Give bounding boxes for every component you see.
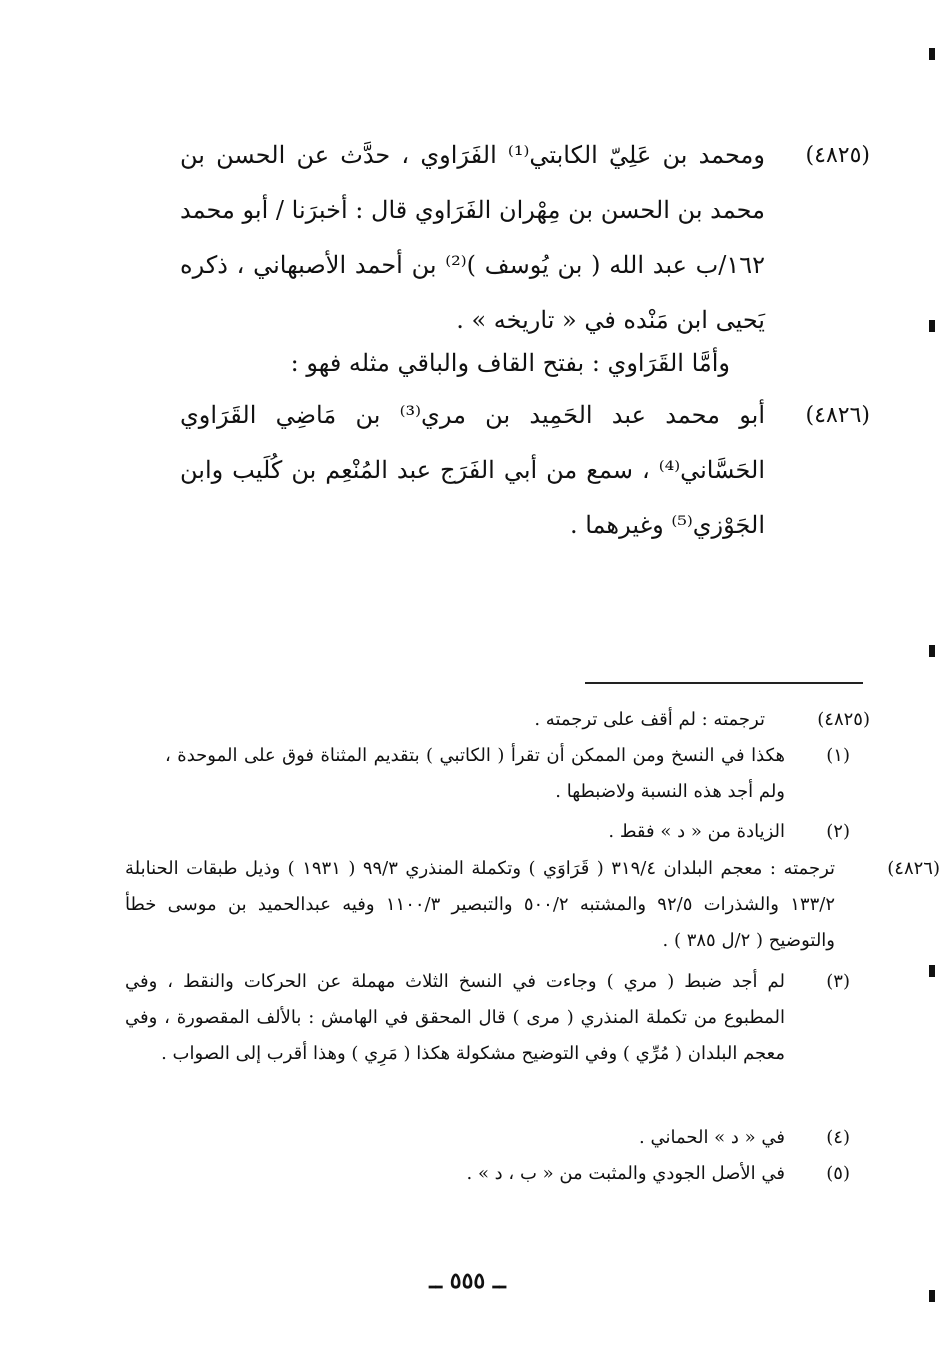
- explanatory-line: وأمَّا القَرَاوي : بفتح القاف والباقي مثله فهو :: [290, 349, 730, 377]
- footnote-4826: [125, 851, 940, 959]
- footnote-text: ترجمته : لم أقف على ترجمته .: [534, 709, 765, 730]
- footnote-text: ترجمته : معجم البلدان ٣١٩/٤ ( قَرَاوَي ) وتكملة المنذري ٩٩/٣ ( ١٩٣١ ) وذيل طبقات الحنابلة ١٣٣/٢ والشذرات ٩٢/٥ والمشتبه ٥٠٠/٢ والتبصير ١١٠٠/٣ وفيه عبدالحميد بن موسى خطأ والتوضيح ( ٢/ل ٣٨٥ ) .: [125, 858, 836, 951]
- footnote-number: (٤): [826, 1127, 850, 1148]
- footnote-2: [165, 814, 850, 850]
- entry-4825: [180, 128, 870, 348]
- margin-mark: [929, 48, 935, 60]
- footnote-text: هكذا في النسخ ومن الممكن أن تقرأ ( الكاتبي ) بتقديم المثناة فوق على الموحدة ، ولم أجد هذه النسبة ولاضبطها .: [165, 745, 785, 802]
- entry-text: أبو محمد عبد الحَمِيد بن مري⁽³⁾ بن مَاضِي القَرَاوي الحَسَّاني⁽⁴⁾ ، سمع من أبي الفَرَج عبد المُنْعِم بن كُلَيب وابن الجَوْزي⁽⁵⁾ وغيرهما .: [180, 401, 765, 539]
- entry-text: ومحمد بن عَلِيّ الكابتي⁽¹⁾ الفَرَاوي ، حدَّث عن الحسن بن محمد بن الحسن بن مِهْران الفَرَاوي قال : أخبرَنا / أبو محمد ١٦٢/ب عبد الله ( بن يُوسف )⁽²⁾ بن أحمد الأصبهاني ، ذكره يَحيى ابن مَنْده في « تاريخه » .: [180, 141, 765, 334]
- footnote-number: (٥): [826, 1163, 850, 1184]
- footnote-entry-number: (٤٨٢٦): [887, 858, 940, 879]
- footnote-text: الزيادة من « د » فقط .: [608, 821, 785, 842]
- footnote-number: (٢): [826, 821, 850, 842]
- footnote-1: [165, 738, 850, 810]
- footnote-text: في الأصل الجودي والمثبت من « ب ، د » .: [466, 1163, 785, 1184]
- footnote-3: [125, 964, 850, 1072]
- footnote-number: (٣): [826, 971, 850, 992]
- entry-4826: [180, 388, 870, 553]
- footnote-entry-number: (٤٨٢٥): [817, 709, 870, 730]
- margin-mark: [929, 1290, 935, 1302]
- entry-number: (٤٨٢٦): [805, 403, 870, 428]
- margin-mark: [929, 965, 935, 977]
- footnote-divider: [585, 682, 863, 684]
- footnote-text: لم أجد ضبط ( مري ) وجاءت في النسخ الثلاث مهملة عن الحركات والنقط ، وفي المطبوع من تكملة المنذري ( مرى ) قال المحقق في الهامش : بالألف المقصورة ، وفي معجم البلدان ( مُرِّي ) وفي التوضيح مشكولة هكذا ( مَرِي ) وهذا أقرب إلى الصواب .: [125, 971, 785, 1064]
- margin-mark: [929, 320, 935, 332]
- footnote-text: في « د » الحماني .: [639, 1127, 785, 1148]
- entry-number: (٤٨٢٥): [805, 143, 870, 168]
- margin-mark: [929, 645, 935, 657]
- footnote-4825: [165, 702, 870, 738]
- page-number: ــ ٥٥٥ ــ: [429, 1268, 506, 1294]
- footnote-5: [165, 1156, 850, 1192]
- footnote-4: [165, 1120, 850, 1156]
- footnote-number: (١): [826, 745, 850, 766]
